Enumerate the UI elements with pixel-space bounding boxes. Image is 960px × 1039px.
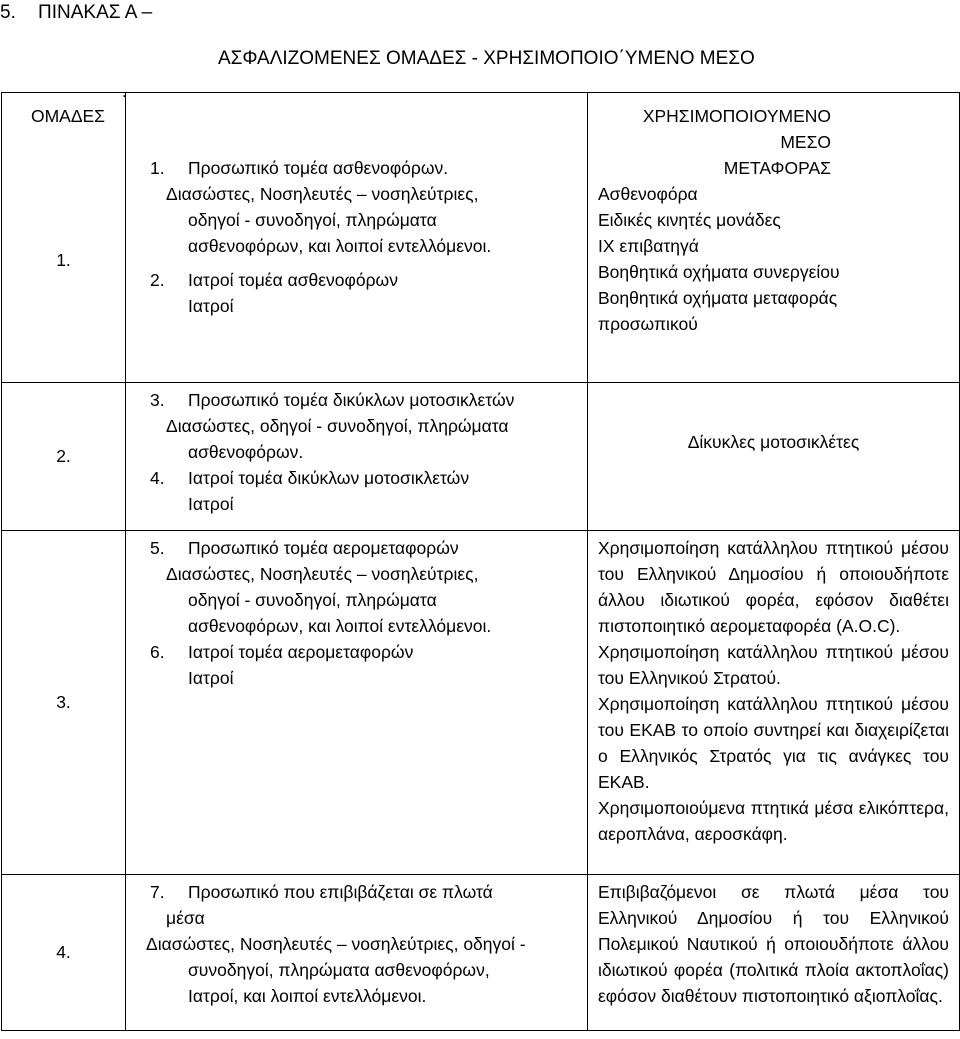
means-line: ΙΧ επιβατηγά <box>598 236 699 256</box>
group-line: Ιατροί <box>188 494 234 514</box>
means-line: Βοηθητικά οχήματα συνεργείου <box>598 262 840 282</box>
insured-groups-table <box>1 92 960 1031</box>
group-number: 1. <box>150 158 165 178</box>
means-cell <box>588 531 960 875</box>
means-cell <box>588 383 960 531</box>
group-line: Διασώστες, Νοσηλευτές – νοσηλεύτριες, οδηγοί - <box>146 934 526 954</box>
row-number-cell <box>2 383 126 531</box>
document-heading <box>0 2 153 24</box>
table-row <box>2 93 960 383</box>
group-item <box>126 155 587 181</box>
group-line: ασθενοφόρων, και λοιποί εντελλόμενοι. <box>188 616 492 636</box>
col-header-means-line1: ΧΡΗΣΙΜΟΠΟΙΟΥΜΕΝΟ ΜΕΣΟ <box>642 106 831 152</box>
means-line: Ασθενοφόρα <box>598 184 698 204</box>
row-number-cell <box>2 93 126 383</box>
group-line: Ιατροί, και λοιποί εντελλόμενοι. <box>188 986 427 1006</box>
table-row <box>2 875 960 1031</box>
group-item <box>126 267 587 293</box>
groups-cell <box>126 93 588 383</box>
means-paragraph: Χρησιμοποίηση κατάλληλου πτητικού μέσου του Ελληνικού Στρατού. <box>598 642 949 688</box>
document-subtitle: ΑΣΦΑΛΙΖΟΜΕΝΕΣ ΟΜΑΔΕΣ - ΧΡΗΣΙΜΟΠΟΙΟ΄ΥΜΕΝΟ ΜΕΣΟ <box>218 48 755 69</box>
groups-cell <box>126 383 588 531</box>
group-number: 7. <box>150 882 165 902</box>
group-line: Ιατροί <box>188 668 234 688</box>
group-title: Προσωπικό που επιβιβάζεται σε πλωτά <box>188 882 493 902</box>
group-line: Διασώστες, Νοσηλευτές – νοσηλεύτριες, <box>166 564 479 584</box>
means-line: Δίκυκλες μοτοσικλέτες <box>687 432 860 452</box>
group-title-continued: μέσα <box>166 908 205 928</box>
group-number: 3. <box>150 390 165 410</box>
row-number: 1. <box>56 250 71 270</box>
heading-number: 5. <box>0 2 16 23</box>
means-line: Βοηθητικά οχήματα μεταφοράς <box>598 288 838 308</box>
col-header-means-line2: ΜΕΤΑΦΟΡΑΣ <box>723 158 831 178</box>
group-number: 5. <box>150 538 165 558</box>
group-line: οδηγοί - συνοδηγοί, πληρώματα <box>188 590 437 610</box>
group-line: ασθενοφόρων. <box>188 442 304 462</box>
means-line: Ειδικές κινητές μονάδες <box>598 210 781 230</box>
group-number: 6. <box>150 642 165 662</box>
group-item <box>126 639 587 665</box>
group-title: Ιατροί τομέα ασθενοφόρων <box>188 270 398 290</box>
group-line: Διασώστες, Νοσηλευτές – νοσηλεύτριες, <box>166 184 479 204</box>
group-title: Ιατροί τομέα αερομεταφορών <box>188 642 414 662</box>
row-number: 4. <box>56 942 71 962</box>
group-title: Προσωπικό τομέα δικύκλων μοτοσικλετών <box>188 390 515 410</box>
means-paragraph: Χρησιμοποιούμενα πτητικά μέσα ελικόπτερα, αεροπλάνα, αεροσκάφη. <box>598 798 949 844</box>
row-number: 2. <box>56 446 71 466</box>
col-header-groups: ΟΜΑΔΕΣ <box>30 106 105 126</box>
group-line: Ιατροί <box>188 296 234 316</box>
row-number: 3. <box>56 692 71 712</box>
row-number-cell <box>2 875 126 1031</box>
groups-cell <box>126 875 588 1031</box>
group-item <box>126 879 587 905</box>
group-title: Προσωπικό τομέα αερομεταφορών <box>188 538 459 558</box>
table-row <box>2 383 960 531</box>
means-paragraph: Χρησιμοποίηση κατάλληλου πτητικού μέσου του ΕΚΑΒ το οποίο συντηρεί και διαχειρίζεται ο Ελληνικός Στρατός για τις ανάγκες του ΕΚΑΒ. <box>598 694 949 792</box>
group-line: συνοδηγοί, πληρώματα ασθενοφόρων, <box>188 960 490 980</box>
means-cell <box>588 875 960 1031</box>
group-line: ασθενοφόρων, και λοιποί εντελλόμενοι. <box>188 236 492 256</box>
group-number: 4. <box>150 468 165 488</box>
stray-dot: . <box>122 82 127 101</box>
groups-cell <box>126 531 588 875</box>
group-item <box>126 465 587 491</box>
table-row <box>2 531 960 875</box>
group-item <box>126 387 587 413</box>
group-number: 2. <box>150 270 165 290</box>
group-title: Ιατροί τομέα δικύκλων μοτοσικλετών <box>188 468 470 488</box>
row-number-cell <box>2 531 126 875</box>
means-cell <box>588 93 960 383</box>
heading-title: ΠΙΝΑΚΑΣ Α – <box>38 2 153 23</box>
group-item <box>126 535 587 561</box>
means-paragraph: Επιβιβαζόμενοι σε πλωτά μέσα του Ελληνικού Δημοσίου ή του Ελληνικού Πολεμικού Ναυτικού ή οποιουδήποτε άλλου ιδιωτικού φορέα (πολιτικά πλοία ακτοπλοΐας) εφόσον διαθέτουν πιστοποιητικό αξιοπλοΐας. <box>598 882 949 1006</box>
means-line: προσωπικού <box>598 314 698 334</box>
group-line: Διασώστες, οδηγοί - συνοδηγοί, πληρώματα <box>166 416 509 436</box>
group-title: Προσωπικό τομέα ασθενοφόρων. <box>188 158 449 178</box>
group-line: οδηγοί - συνοδηγοί, πληρώματα <box>188 210 437 230</box>
means-paragraph: Χρησιμοποίηση κατάλληλου πτητικού μέσου του Ελληνικού Δημοσίου ή οποιουδήποτε άλλου ιδιωτικού φορέα, εφόσον διαθέτει πιστοποιητικό αερομεταφορέα (Α.Ο.C). <box>598 538 949 636</box>
